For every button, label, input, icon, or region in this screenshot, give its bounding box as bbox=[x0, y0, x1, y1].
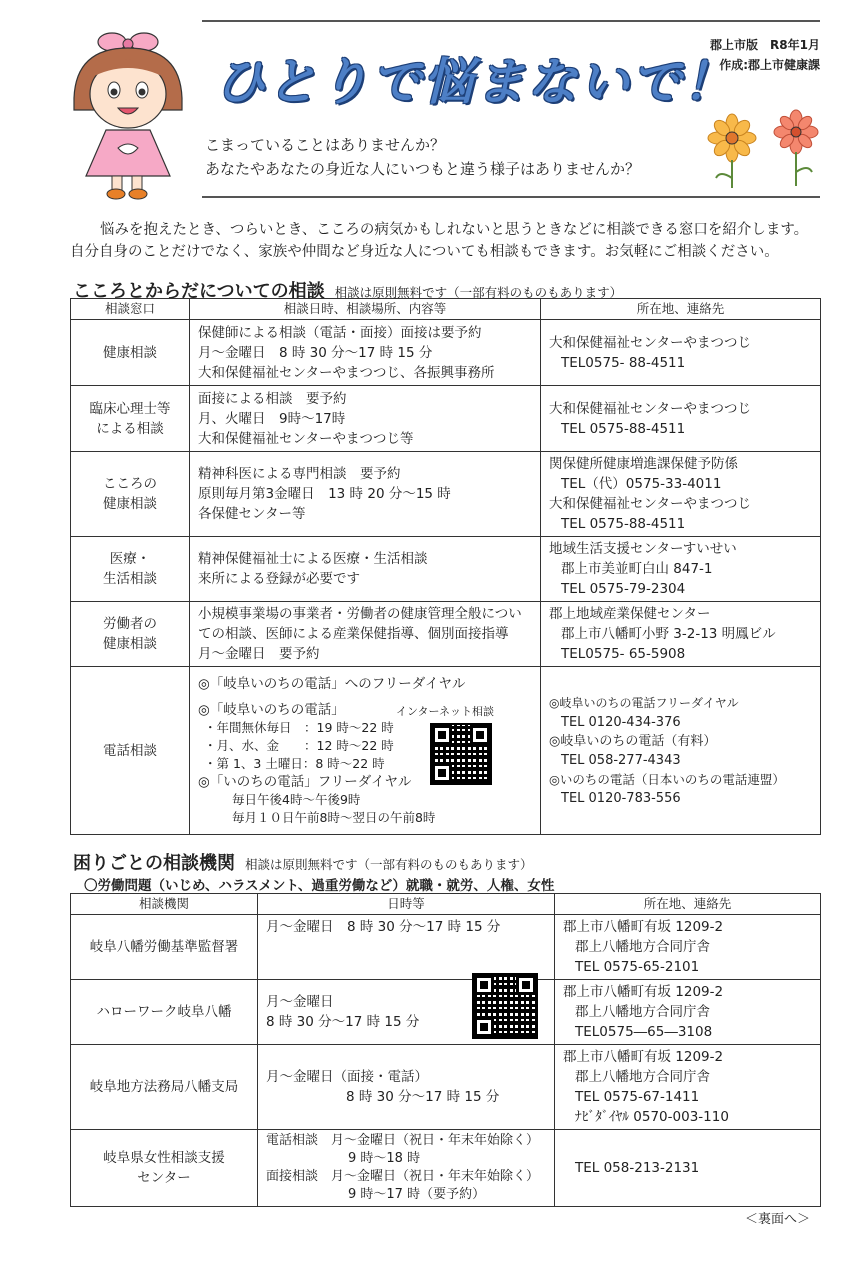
consultation-table-2 bbox=[70, 893, 821, 1207]
intro-line-1: 悩みを抱えたとき、つらいとき、こころの病気かもしれないと思うときなどに相談できる窓口を紹介します。 bbox=[100, 222, 809, 238]
girl-mascot-illustration bbox=[66, 28, 188, 200]
agency-contact: 郡上市八幡町有坂 1209-2 郡上八幡地方合同庁舎 TEL0575―65―3108 bbox=[555, 980, 821, 1045]
agency-name: 岐阜地方法務局八幡支局 bbox=[71, 1045, 258, 1130]
author-label: 作成:郡上市健康課 bbox=[719, 58, 820, 72]
header-bottom-rule bbox=[202, 196, 820, 198]
agency-name: 岐阜県女性相談支援 センター bbox=[71, 1130, 258, 1207]
service-name: 健康相談 bbox=[71, 320, 190, 386]
phone-details: ◎「岐阜いのちの電話」へのフリーダイヤル ◎「岐阜いのちの電話」 ・年間無休毎日 ：19 時～22 時 ・月、水、金 ：12 時～22 時 ・第 1、3 土曜日：8 時～22 時 ◎「いのちの電話」フリーダイヤル 毎日午後4時～午後9時 毎月１０日午前8時～翌日の午前8時 インターネット相談 bbox=[190, 667, 541, 835]
service-details: 小規模事業場の事業者・労働者の健康管理全般につい ての相談、医師による産業保健指導、個別面接指導 月～金曜日 要予約 bbox=[190, 602, 541, 667]
service-name: こころの 健康相談 bbox=[71, 452, 190, 537]
table-row bbox=[71, 452, 821, 537]
service-contact: 大和保健福祉センターやまつつじ TEL0575- 88-4511 bbox=[541, 320, 821, 386]
col-header: 日時等 bbox=[258, 894, 555, 915]
page-title: ひとりで悩まないで！ bbox=[215, 53, 735, 111]
agency-hours: 月～金曜日 8 時 30 分～17 時 15 分 bbox=[258, 915, 555, 980]
phone-contact: ◎岐阜いのちの電話フリーダイヤル TEL 0120-434-376 ◎岐阜いのちの電話（有料） TEL 058-277-4343 ◎いのちの電話（日本いのちの電話連盟） TEL 0120-783-556 bbox=[541, 667, 821, 835]
qr-code-internet-consultation[interactable] bbox=[430, 723, 492, 785]
service-details: 面接による相談 要予約 月、火曜日 9時～17時 大和保健福祉センターやまつつじ等 bbox=[190, 386, 541, 452]
section-2-note: 相談は原則無料です（一部有料のものもあります） bbox=[245, 857, 533, 872]
internet-consultation-label: インターネット相談 bbox=[396, 705, 495, 718]
table-row bbox=[71, 980, 821, 1045]
service-name: 臨床心理士等 による相談 bbox=[71, 386, 190, 452]
service-details: 精神科医による専門相談 要予約 原則毎月第3金曜日 13 時 20 分～15 時 各保健センター等 bbox=[190, 452, 541, 537]
agency-contact: 郡上市八幡町有坂 1209-2 郡上八幡地方合同庁舎 TEL 0575-67-1411 ﾅﾋﾞﾀﾞｲﾔﾙ 0570-003-110 bbox=[555, 1045, 821, 1130]
col-header: 相談窓口 bbox=[71, 299, 190, 320]
col-header: 所在地、連絡先 bbox=[541, 299, 821, 320]
table-header-row bbox=[71, 299, 821, 320]
col-header: 相談日時、相談場所、内容等 bbox=[190, 299, 541, 320]
table-row bbox=[71, 1045, 821, 1130]
header-top-rule bbox=[202, 20, 820, 22]
table-header-row bbox=[71, 894, 821, 915]
intro-line-2: 自分自身のことだけでなく、家族や仲間など身近な人についても相談もできます。お気軽にご相談ください。 bbox=[70, 244, 779, 260]
agency-name: 岐阜八幡労働基準監督署 bbox=[71, 915, 258, 980]
section-1-note: 相談は原則無料です（一部有料のものもあります） bbox=[334, 285, 623, 300]
consultation-table-1 bbox=[70, 298, 821, 835]
table-row bbox=[71, 915, 821, 980]
service-details: 精神保健福祉士による医療・生活相談 来所による登録が必要です bbox=[190, 537, 541, 602]
service-name: 医療・ 生活相談 bbox=[71, 537, 190, 602]
agency-hours: 電話相談 月～金曜日（祝日・年末年始除く） 9 時～18 時 面接相談 月～金曜日（祝日・年末年始除く） 9 時～17 時（要予約） bbox=[258, 1130, 555, 1207]
next-page-indicator: ＜裏面へ＞ bbox=[744, 1212, 810, 1227]
service-name: 労働者の 健康相談 bbox=[71, 602, 190, 667]
qr-code-hellowork[interactable] bbox=[472, 973, 538, 1039]
agency-contact: 郡上市八幡町有坂 1209-2 郡上八幡地方合同庁舎 TEL 0575-65-2101 bbox=[555, 915, 821, 980]
service-contact: 大和保健福祉センターやまつつじ TEL 0575-88-4511 bbox=[541, 386, 821, 452]
agency-hours: 月～金曜日 8 時 30 分～17 時 15 分 bbox=[258, 980, 555, 1045]
section-1-title: こころとからだについての相談 bbox=[73, 281, 325, 302]
table-row bbox=[71, 602, 821, 667]
col-header: 所在地、連絡先 bbox=[555, 894, 821, 915]
col-header: 相談機関 bbox=[71, 894, 258, 915]
section-2-subtitle: 〇労働問題（いじめ、ハラスメント、過重労働など）就職・就労、人権、女性 bbox=[84, 878, 555, 894]
section-2-title: 困りごとの相談機関 bbox=[73, 853, 235, 874]
service-contact: 郡上地域産業保健センター 郡上市八幡町小野 3-2-13 明鳳ビル TEL0575- 65-5908 bbox=[541, 602, 821, 667]
table-row bbox=[71, 1130, 821, 1207]
question-1: こまっていることはありませんか？ bbox=[205, 136, 446, 154]
service-name: 電話相談 bbox=[71, 667, 190, 835]
service-details: 保健師による相談（電話・面接）面接は要予約 月～金曜日 8 時 30 分～17 時 15 分 大和保健福祉センターやまつつじ、各振興事務所 bbox=[190, 320, 541, 386]
table-row bbox=[71, 386, 821, 452]
agency-hours: 月～金曜日（面接・電話） 8 時 30 分～17 時 15 分 bbox=[258, 1045, 555, 1130]
service-contact: 関保健所健康増進課保健予防係 TEL（代）0575-33-4011 大和保健福祉センターやまつつじ TEL 0575-88-4511 bbox=[541, 452, 821, 537]
flowers-illustration bbox=[700, 108, 828, 190]
edition-label: 郡上市版 R8年1月 bbox=[710, 38, 820, 52]
question-2: あなたやあなたの身近な人にいつもと違う様子はありませんか？ bbox=[205, 160, 641, 178]
service-contact: 地域生活支援センターすいせい 郡上市美並町白山 847-1 TEL 0575-79-2304 bbox=[541, 537, 821, 602]
table-row bbox=[71, 537, 821, 602]
table-row-phone bbox=[71, 667, 821, 835]
section-2-heading bbox=[73, 849, 533, 875]
agency-name: ハローワーク岐阜八幡 bbox=[71, 980, 258, 1045]
agency-contact: TEL 058-213-2131 bbox=[555, 1130, 821, 1207]
table-row bbox=[71, 320, 821, 386]
